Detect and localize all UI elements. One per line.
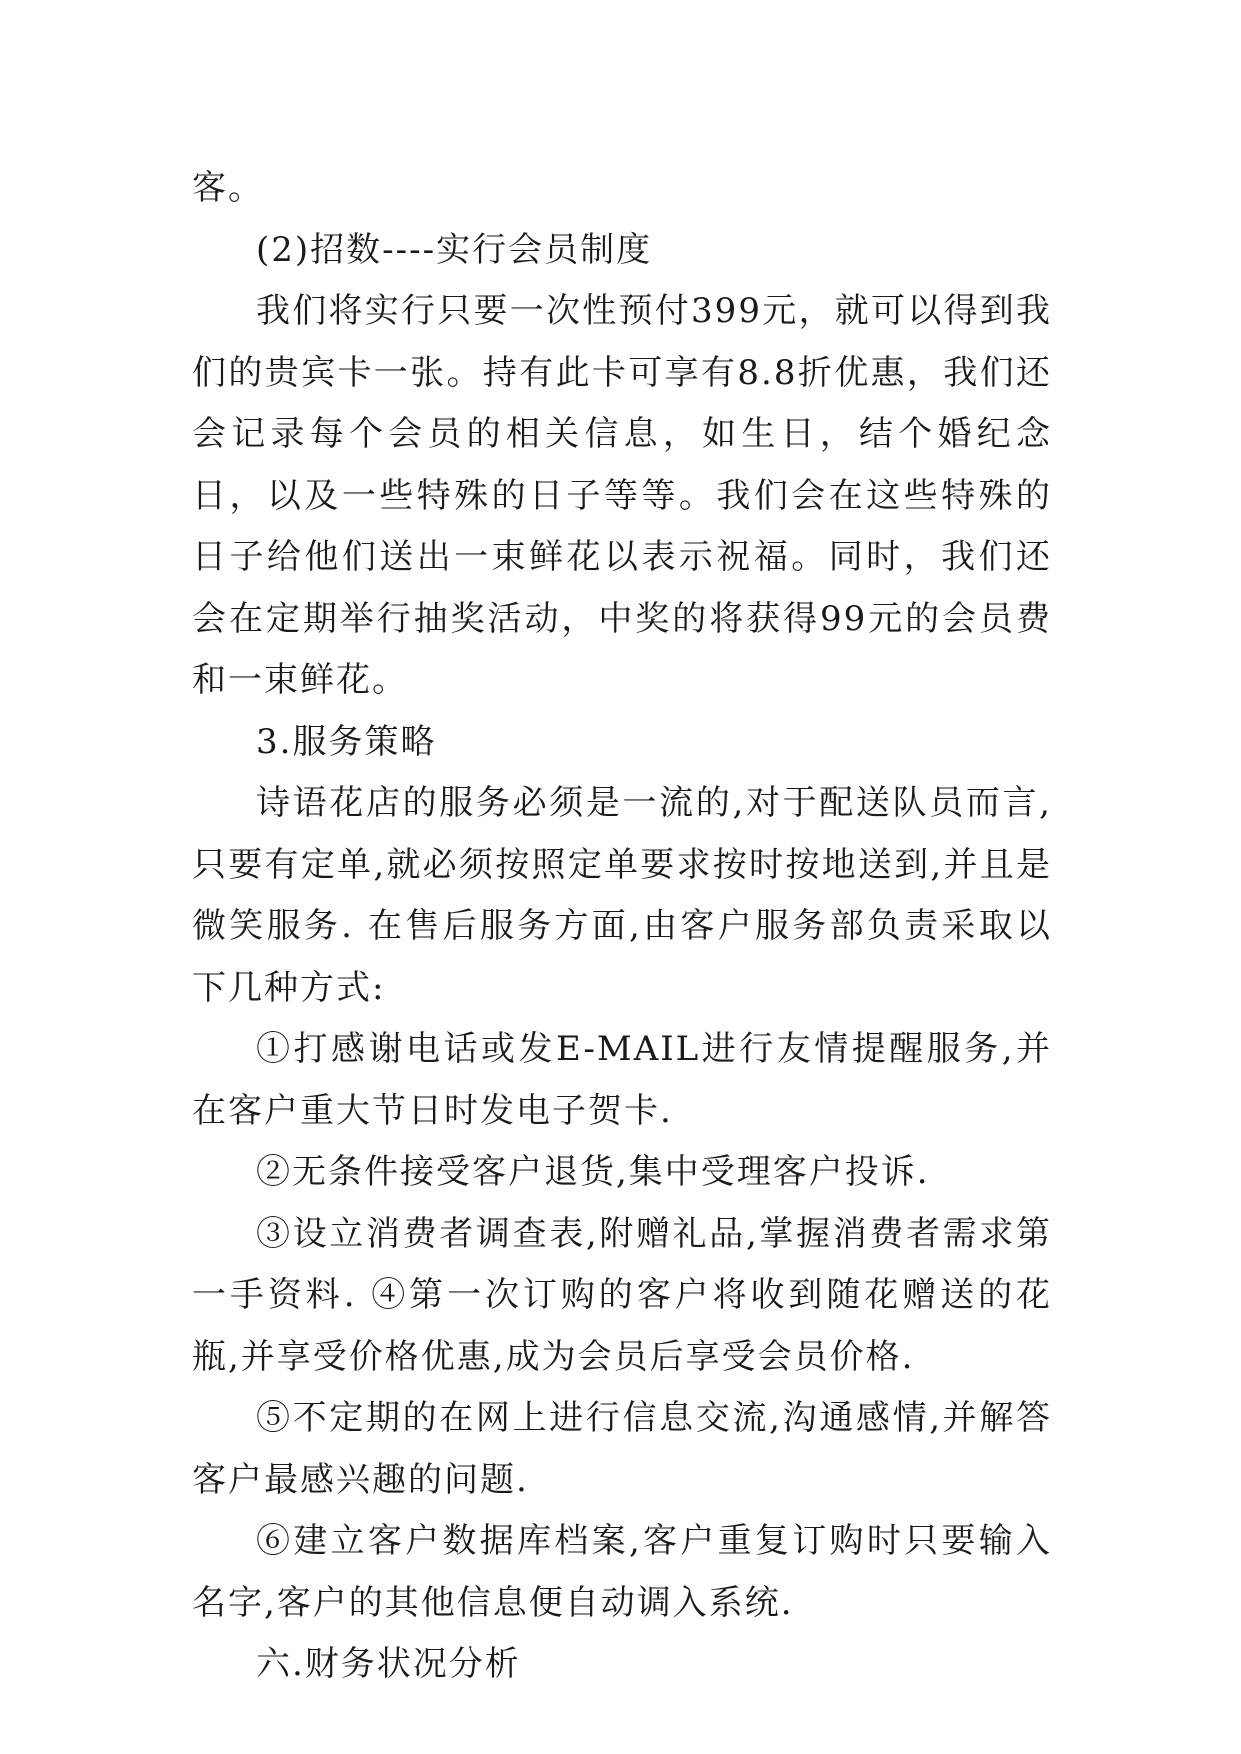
list-item-6: ⑥建立客户数据库档案,客户重复订购时只要输入名字,客户的其他信息便自动调入系统. (192, 1521, 1052, 1623)
list-item-3-4: ③设立消费者调查表,附赠礼品,掌握消费者需求第一手资料. ④第一次订购的客户将收到随花赠送的花瓶,并享受价格优惠,成为会员后享受会员价格. (192, 1213, 1052, 1377)
subheading-membership: (2)招数----实行会员制度 (256, 229, 653, 270)
document-body (192, 158, 1052, 1696)
list-item-2: ②无条件接受客户退货,集中受理客户投诉. (256, 1152, 930, 1192)
list-item-1: ①打感谢电话或发E-MAIL进行友情提醒服务,并在客户重大节日时发电子贺卡. (192, 1029, 1052, 1131)
heading-financial-analysis: 六.财务状况分析 (256, 1644, 521, 1684)
list-item-5: ⑤不定期的在网上进行信息交流,沟通感情,并解答客户最感兴趣的问题. (192, 1398, 1052, 1500)
paragraph-service-intro: 诗语花店的服务必须是一流的,对于配送队员而言,只要有定单,就必须按照定单要求按时按地送到,并且是微笑服务. 在售后服务方面,由客户服务部负责采取以下几种方式: (192, 783, 1052, 1008)
paragraph-membership: 我们将实行只要一次性预付399元，就可以得到我们的贵宾卡一张。持有此卡可享有8.8折优惠，我们还会记录每个会员的相关信息，如生日，结个婚纪念日，以及一些特殊的日子等等。我们会在这些特殊的日子给他们送出一束鲜花以表示祝福。同时，我们还会在定期举行抽奖活动，中奖的将获得99元的会员费和一束鲜花。 (192, 291, 1052, 700)
heading-service-strategy: 3.服务策略 (256, 721, 437, 762)
paragraph-continuation: 客。 (192, 168, 264, 208)
